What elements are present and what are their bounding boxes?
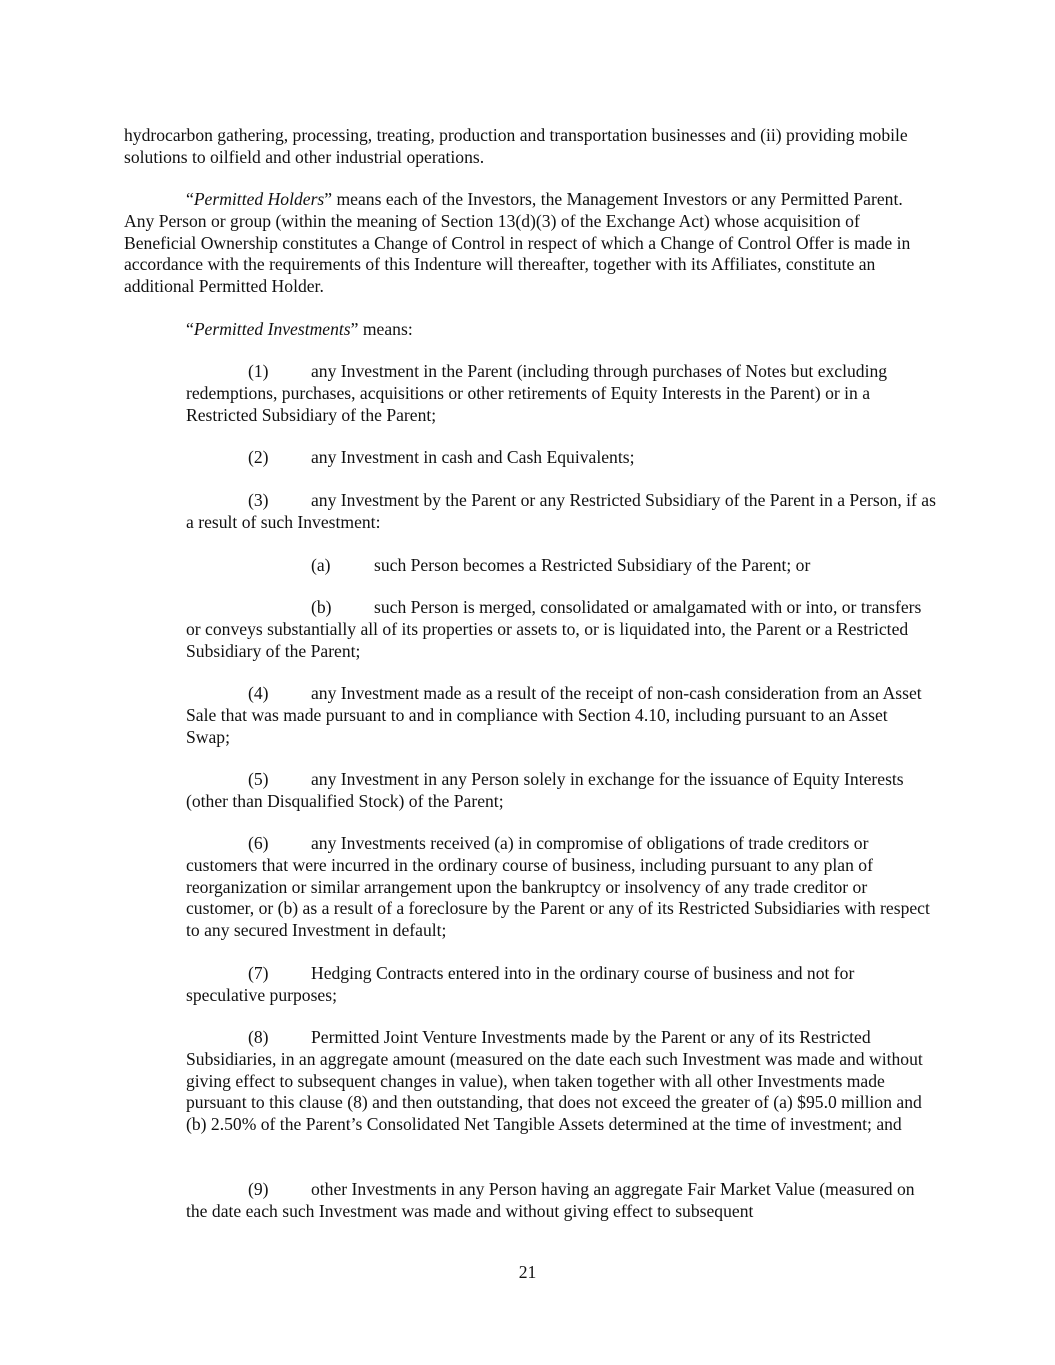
clause-7 <box>186 963 936 1007</box>
clause-label: (1) <box>248 361 269 381</box>
clause-8 <box>186 1027 936 1136</box>
clause-label: (2) <box>248 447 269 467</box>
clause-label: (8) <box>248 1027 269 1047</box>
clause-4 <box>186 683 936 748</box>
clause-label: (7) <box>248 963 269 983</box>
open-quote: “ <box>186 319 194 339</box>
clause-label: (6) <box>248 833 269 853</box>
subclause-text: such Person becomes a Restricted Subsidiary of the Parent; or <box>374 555 811 575</box>
subclause-3b <box>186 597 936 662</box>
clause-text: any Investments received (a) in compromise of obligations of trade creditors or customers that were incurred in the ordinary course of business, including pursuant to any plan of reorganization or similar arrangement upon the bankruptcy or insolvency of any trade creditor or customer, or (b) as a result of a foreclosure by the Parent or any of its Restricted Subsidiaries with respect to any secured Investment in default; <box>186 833 930 941</box>
clause-text: any Investment made as a result of the receipt of non-cash consideration from an Asset Sale that was made pursuant to and in compliance with Section 4.10, including pursuant to an Asset Swap; <box>186 683 922 747</box>
subclause-text: such Person is merged, consolidated or amalgamated with or into, or transfers or conveys substantially all of its properties or assets to, or is liquidated into, the Parent or a Restricted Subsidiary of the Parent; <box>186 597 922 661</box>
permitted-holders-definition <box>124 189 936 298</box>
defined-term-permitted-holders: Permitted Holders <box>193 189 325 209</box>
clause-6 <box>186 833 936 942</box>
clause-3 <box>186 490 936 534</box>
open-quote: “ <box>186 189 194 209</box>
clause-2 <box>186 447 936 469</box>
clause-label: (5) <box>248 769 269 789</box>
subclause-label: (a) <box>311 555 331 575</box>
clause-text: other Investments in any Person having an aggregate Fair Market Value (measured on the date each such Investment was made and without giving effect to subsequent <box>186 1179 915 1221</box>
clause-text: any Investment in the Parent (including through purchases of Notes but excluding redemptions, purchases, acquisitions or other retirements of Equity Interests in the Parent) or in a Restricted Subsidiary of the Parent; <box>186 361 888 425</box>
clause-text: any Investment by the Parent or any Restricted Subsidiary of the Parent in a Person, if as a result of such Investment: <box>186 490 936 532</box>
intro-continuation-paragraph: hydrocarbon gathering, processing, treating, production and transportation businesses and (ii) providing mobile solutions to oilfield and other industrial operations. <box>124 125 908 167</box>
definition-text: means: <box>358 319 413 339</box>
page-number: 21 <box>518 1262 537 1282</box>
clause-label: (4) <box>248 683 269 703</box>
clause-9 <box>186 1179 936 1223</box>
clause-text: any Investment in cash and Cash Equivalents; <box>311 447 635 467</box>
clause-1 <box>186 361 936 426</box>
clause-label: (9) <box>248 1179 269 1199</box>
clause-label: (3) <box>248 490 269 510</box>
subclause-label: (b) <box>311 597 332 617</box>
close-quote: ” <box>350 319 359 339</box>
clause-text: Permitted Joint Venture Investments made by the Parent or any of its Restricted Subsidiaries, in an aggregate amount (measured on the date each such Investment was made and without giving effect to subsequent changes in value), when taken together with all other Investments made pursuant to this clause (8) and then outstanding, that does not exceed the greater of (a) $95.0 million and (b) 2.50% of the Parent’s Consolidated Net Tangible Assets determined at the time of investment; and <box>186 1027 923 1135</box>
defined-term-permitted-investments: Permitted Investments <box>193 319 351 339</box>
definition-text: means each of the Investors, the Management Investors or any Permitted Parent. Any Person or group (within the meaning of Section 13(d)(3) of the Exchange Act) whose acquisition of Beneficial Ownership constitutes a Change of Control in respect of which a Change of Control Offer is made in accordance with the requirements of this Indenture will thereafter, together with its Affiliates, constitute an additional Permitted Holder. <box>124 189 911 297</box>
permitted-investments-definition <box>124 319 936 341</box>
clause-text: Hedging Contracts entered into in the ordinary course of business and not for speculative purposes; <box>186 963 855 1005</box>
subclause-3a <box>311 555 936 577</box>
clause-text: any Investment in any Person solely in exchange for the issuance of Equity Interests (other than Disqualified Stock) of the Parent; <box>186 769 904 811</box>
close-quote: ” <box>324 189 333 209</box>
clause-5 <box>186 769 936 813</box>
